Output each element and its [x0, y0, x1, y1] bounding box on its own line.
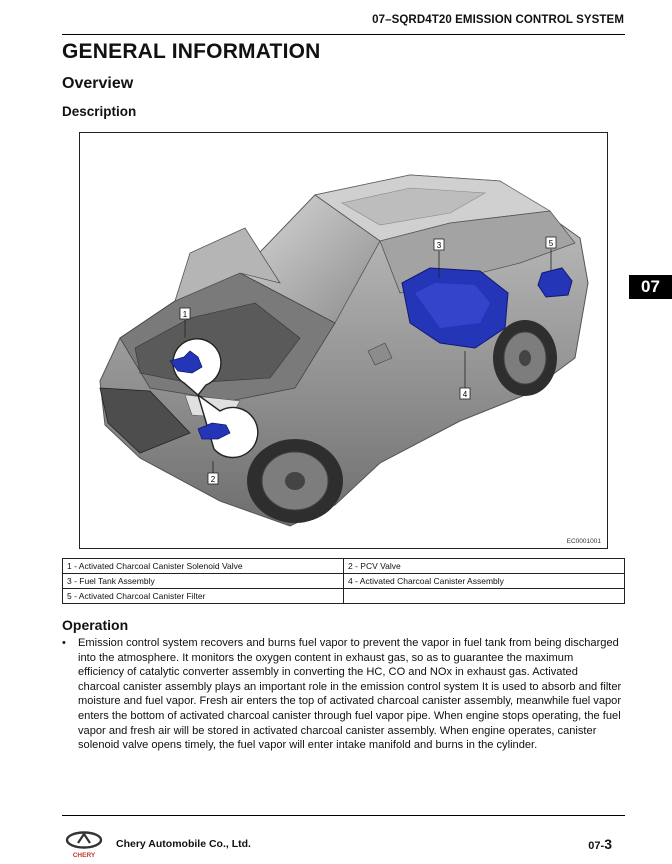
- operation-heading: Operation: [62, 617, 129, 633]
- section-header: 07–SQRD4T20 EMISSION CONTROL SYSTEM: [372, 14, 624, 26]
- callout-4: [460, 388, 470, 399]
- svg-text:1: 1: [182, 310, 188, 319]
- callout-5: [546, 237, 556, 248]
- overview-heading: Overview: [62, 75, 134, 92]
- bullet-icon: •: [62, 637, 66, 649]
- car-illustration: [80, 133, 608, 549]
- section-tab: 07: [629, 275, 672, 299]
- legend-cell: 5 - Activated Charcoal Canister Filter: [63, 589, 344, 604]
- page-number: 07-3: [588, 836, 612, 852]
- chery-logo-icon: [62, 831, 106, 859]
- callout-1: [180, 308, 190, 319]
- table-row: [63, 589, 625, 604]
- operation-text: Emission control system recovers and burns fuel vapor to prevent the vapor in fuel tank from being discharged into the atmosphere. It monitors the oxygen content in exhaust gas, so as to guarantee the maximum efficiency of catalytic converter assembly in converting the HC, CO and NOx in exhaust gas. Activated charcoal canister assembly plays an important role in the emission control system It is used to absorb and filter moisture and fuel vapor. Fresh air enters the top of activated charcoal canister assembly, meanwhile fuel vapor enters the bottom of activated charcoal canister through fuel vapor pipe. When engine stops operating, the fuel vapor and fresh air will be stored in activated charcoal canister assembly. When engine operates, canister solenoid valve opens timely, the fuel vapor will enter intake manifold and burns in the cylinder.: [78, 637, 622, 752]
- svg-text:4: 4: [462, 390, 468, 399]
- operation-paragraph: [62, 636, 622, 753]
- callout-3: [434, 239, 444, 250]
- header-divider: [62, 34, 625, 35]
- callout-2: [208, 473, 218, 484]
- svg-text:5: 5: [548, 239, 554, 248]
- vehicle-emission-diagram: [79, 132, 608, 549]
- table-row: [63, 574, 625, 589]
- figure-code: EC0001001: [566, 538, 601, 545]
- chery-logo: [62, 831, 106, 864]
- description-heading: Description: [62, 104, 137, 119]
- legend-cell: 1 - Activated Charcoal Canister Solenoid Valve: [63, 559, 344, 574]
- page-title: GENERAL INFORMATION: [62, 40, 321, 63]
- legend-cell: 2 - PCV Valve: [344, 559, 625, 574]
- table-row: [63, 559, 625, 574]
- svg-text:2: 2: [210, 475, 216, 484]
- footer-divider: [62, 815, 625, 816]
- legend-cell: [344, 589, 625, 604]
- svg-text:CHERY: CHERY: [72, 852, 96, 859]
- svg-text:3: 3: [436, 241, 442, 250]
- company-name: Chery Automobile Co., Ltd.: [116, 838, 251, 850]
- component-legend-table: [62, 558, 625, 604]
- legend-cell: 4 - Activated Charcoal Canister Assembly: [344, 574, 625, 589]
- legend-cell: 3 - Fuel Tank Assembly: [63, 574, 344, 589]
